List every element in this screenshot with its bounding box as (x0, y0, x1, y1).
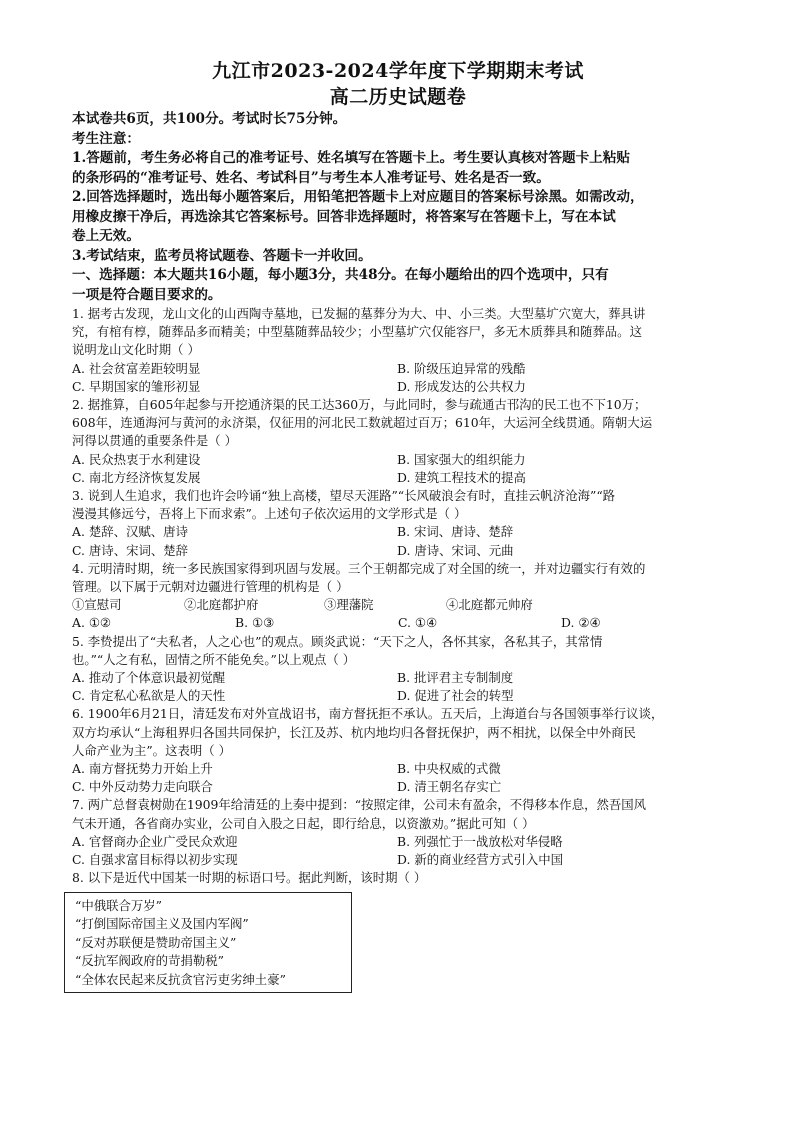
question-stem-line: 608年，连通海河与黄河的永济渠，仅征用的河北民工数就超过百万；610年，大运河全线贯通。隋朝大运 (72, 415, 653, 431)
option-d[interactable]: D. 清王朝名存实亡 (397, 779, 502, 795)
option-b[interactable]: B. 列强忙于一战放松对华侵略 (397, 833, 563, 849)
section-heading-line-a: 一、选择题：本大题共16小题，每小题3分，共48分。在每小题给出的四个选项中，只有 (72, 267, 609, 283)
exam-subtitle: 高二历史试题卷 (329, 86, 467, 108)
option-b[interactable]: B. 国家强大的组织能力 (397, 451, 526, 467)
slogan: “中俄联合万岁” (75, 897, 163, 913)
option-c[interactable]: C. 自强求富目标得以初步实现 (72, 852, 238, 868)
question-2 (72, 396, 724, 487)
option-d[interactable]: D. 形成发达的公共权力 (397, 378, 526, 394)
numbered-item: ③理藩院 (324, 597, 374, 613)
options (72, 451, 724, 487)
section-heading-line-b: 一项是符合题目要求的。 (72, 286, 222, 303)
notes-title: 考生注意： (72, 130, 140, 147)
question-3 (72, 487, 724, 560)
question-stem-line: 4. 元明清时期，统一多民族国家得到巩固与发展。三个王朝都完成了对全国的统一，并对边疆实行有效的 (72, 560, 646, 576)
question-stem-line: 说明龙山文化时期（ ） (72, 342, 200, 358)
options (72, 523, 724, 559)
options (72, 360, 724, 396)
question-stem-line: 6. 1900年6月21日，清廷发布对外宣战诏书，南方督抚拒不承认。五天后，上海道台与各国领事举行议谈， (72, 706, 664, 722)
option-d[interactable]: D. 新的商业经营方式引入中国 (397, 852, 564, 868)
option-b[interactable]: B. ①③ (235, 615, 275, 631)
slogan: “全体农民起来反抗贪官污吏劣绅土豪” (75, 971, 286, 987)
options (72, 669, 724, 705)
question-8 (72, 869, 724, 993)
question-stem-line: 1. 据考古发现，龙山文化的山西陶寺墓地，已发掘的墓葬分为大、中、小三类。大型墓圹穴宽大，葬具讲 (72, 306, 646, 321)
options (72, 614, 724, 632)
option-c[interactable]: C. 早期国家的雏形初显 (72, 378, 201, 394)
question-stem-line: 河得以贯通的重要条件是（ ） (72, 433, 238, 449)
slogan: “反对苏联便是赞助帝国主义” (75, 934, 237, 950)
question-stem-line: 双方均承认“上海租界归各国共同保护，长江及苏、杭内地均归各督抚保护，两不相扰，以保全中外商民 (72, 724, 636, 740)
question-stem-line: 气未开通，各省商办实业，公司自入股之日起，即行给息，以资激劝。”据此可知（ ） (72, 815, 535, 831)
exam-page (72, 58, 724, 993)
option-a[interactable]: A. 官督商办企业广受民众欢迎 (72, 833, 238, 849)
option-d[interactable]: D. 促进了社会的转型 (397, 688, 514, 704)
note-1-line-b: 的条形码的“准考证号、姓名、考试科目”与考生本人准考证号、姓名是否一致。 (72, 169, 550, 186)
options (72, 833, 724, 869)
question-stem-line: 人命产业为主”。这表明（ ） (72, 742, 231, 758)
note-1-line-a: 1.答题前，考生务必将自己的准考证号、姓名填写在答题卡上。考生要认真核对答题卡上粘贴 (72, 150, 630, 166)
option-b[interactable]: B. 批评君主专制制度 (397, 670, 514, 686)
question-7 (72, 796, 724, 869)
option-a[interactable]: A. 民众热衷于水利建设 (72, 451, 201, 467)
options (72, 760, 724, 796)
question-stem-line: 2. 据推算，自605年起参与开挖通济渠的民工达360万，与此同时，参与疏通古邗沟的民工也不下10万； (72, 397, 647, 413)
question-stem-line: 漫漫其修远兮，吾将上下而求索”。上述句子依次运用的文学形式是（ ） (72, 506, 467, 522)
option-c[interactable]: C. 唐诗、宋词、楚辞 (72, 542, 189, 558)
option-d[interactable]: D. 唐诗、宋词、元曲 (397, 542, 514, 558)
option-a[interactable]: A. 南方督抚势力开始上升 (72, 761, 213, 777)
slogan: “反抗军阀政府的苛捐勒税” (75, 953, 224, 969)
option-c[interactable]: C. 中外反动势力走向联合 (72, 779, 213, 795)
question-5 (72, 633, 724, 706)
question-stem-line: 5. 李贽提出了“夫私者，人之心也”的观点。顾炎武说：“天下之人，各怀其家，各私其子，其常情 (72, 633, 603, 649)
option-b[interactable]: B. 中央权威的式微 (397, 761, 501, 777)
question-stem-line: 7. 两广总督袁树勋在1909年给清廷的上奏中提到：“按照定律，公司未有盈余，不得移本作息，然吾国风 (72, 797, 647, 813)
question-6 (72, 705, 724, 796)
question-stem-line: 8. 以下是近代中国某一时期的标语口号。据此判断，该时期（ ） (72, 870, 427, 886)
question-stem-line: 3. 说到人生追求，我们也许会吟诵“独上高楼，望尽天涯路”“长风破浪会有时，直挂云帆济沧海”“路 (72, 488, 616, 504)
option-c[interactable]: C. 南北方经济恢复发展 (72, 469, 201, 485)
numbered-item: ④北庭都元帅府 (446, 597, 533, 613)
question-stem-line: 究，有棺有椁，随葬品多而精美；中型墓随葬品较少；小型墓圹穴仅能容尸，多无木质葬具和随葬品。这 (72, 324, 642, 340)
slogans-box (64, 892, 352, 994)
note-2-line-c: 卷上无效。 (72, 228, 140, 244)
option-a[interactable]: A. 社会贫富差距较明显 (72, 360, 201, 376)
note-2-line-a: 2.回答选择题时，选出每小题答案后，用铅笔把答题卡上对应题目的答案标号涂黑。如需改动， (72, 189, 644, 205)
option-d[interactable]: D. 建筑工程技术的提高 (397, 469, 526, 485)
slogan: “打倒国际帝国主义及国内军阀” (75, 916, 249, 932)
question-4 (72, 560, 724, 633)
question-stem-line: 管理。以下属于元朝对边疆进行管理的机构是（ ） (72, 579, 349, 595)
option-a[interactable]: A. ①② (72, 615, 112, 631)
option-b[interactable]: B. 宋词、唐诗、楚辞 (397, 524, 514, 540)
numbered-item: ①宣慰司 (72, 597, 122, 613)
numbered-item: ②北庭都护府 (184, 597, 259, 613)
option-a[interactable]: A. 推动了个体意识最初觉醒 (72, 670, 226, 686)
option-c[interactable]: C. 肯定私心私欲是人的天性 (72, 688, 226, 704)
question-1 (72, 305, 724, 396)
note-3: 3.考试结束，监考员将试题卷、答题卡一并收回。 (72, 247, 372, 264)
option-c[interactable]: C. ①④ (398, 615, 438, 631)
question-stem-line: 也。”“人之有私，固情之所不能免矣。”以上观点（ ） (72, 651, 356, 667)
option-d[interactable]: D. ②④ (561, 615, 601, 631)
numbered-items (72, 596, 724, 614)
exam-summary: 本试卷共6页，共100分。考试时长75分钟。 (72, 111, 347, 127)
note-2-line-b: 用橡皮擦干净后，再选涂其它答案标号。回答非选择题时，将答案写在答题卡上，写在本试 (72, 208, 616, 225)
exam-title: 九江市2023-2024学年度下学期期末考试 (212, 60, 584, 82)
option-a[interactable]: A. 楚辞、汉赋、唐诗 (72, 524, 188, 540)
option-b[interactable]: B. 阶级压迫异常的残酷 (397, 360, 526, 376)
